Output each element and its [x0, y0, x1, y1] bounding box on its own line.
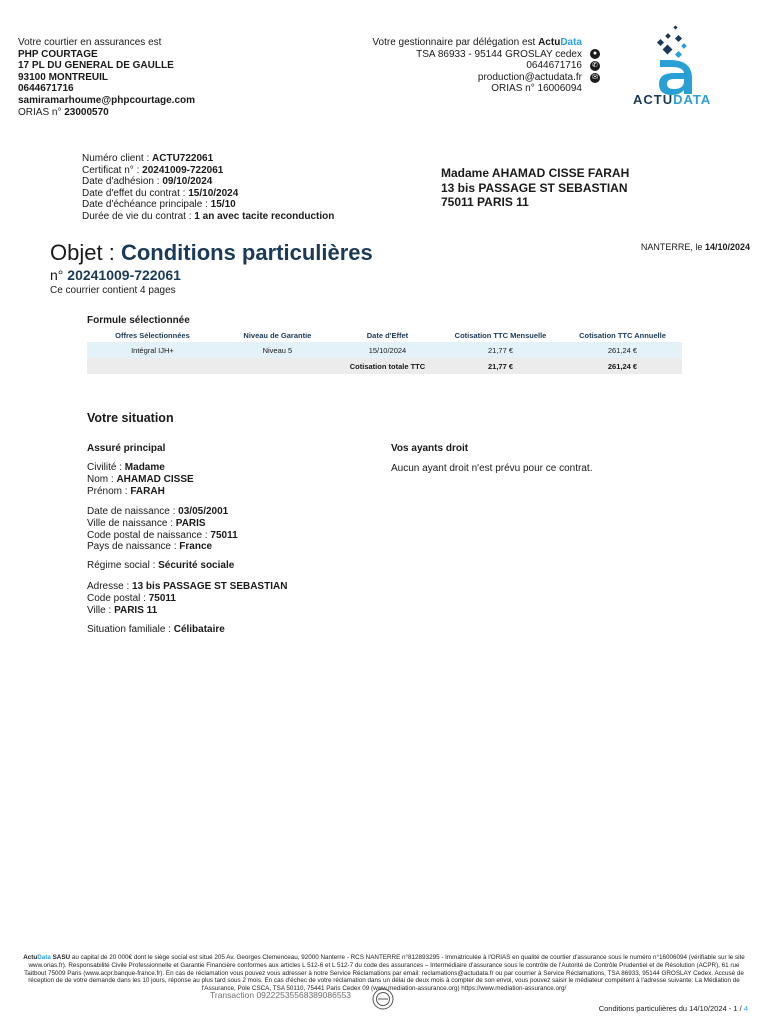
firstname-label: Prénom : — [87, 485, 128, 497]
page-current: 1 — [733, 1004, 738, 1013]
page-footer-label: Conditions particulières du 14/10/2024 - — [598, 1004, 732, 1013]
manager-phone-row — [372, 60, 600, 72]
civility-line — [87, 462, 194, 474]
effective-date-value: 15/10/2024 — [188, 187, 239, 199]
footer-brand — [23, 954, 70, 961]
letter-date: 14/10/2024 — [704, 242, 750, 252]
manager-brand — [538, 37, 582, 49]
total-empty-2 — [218, 358, 337, 374]
civility-label: Civilité : — [87, 462, 123, 473]
location-icon: ● — [590, 49, 600, 59]
birth-group — [87, 506, 238, 553]
duration-line — [82, 211, 334, 223]
object-number-label: n° — [50, 267, 64, 283]
contract-info — [82, 153, 334, 223]
manager-email[interactable]: production@actudata.fr — [477, 71, 582, 83]
zip-label: Code postal : — [87, 592, 146, 604]
birthzip-label: Code postal de naissance : — [87, 529, 208, 541]
family-label: Situation familiale : — [87, 624, 171, 635]
firstname-value: FARAH — [130, 485, 165, 497]
client-number-value: ACTU722061 — [152, 153, 214, 164]
manager-intro-row — [372, 37, 600, 49]
family-group — [87, 624, 225, 636]
footer-legal-text: au capital de 20 000€ dont le siège social est situé 205 Av. Georges Clemenceau, 92000 Nanterre - RCS NANTERRE n°812893295 - Immatriculée à l'ORIAS en qualité de courtier d'assurance sous le numéro n°16006094 (vérifiable sur le site www.orias.fr). Responsabilité Civile Professionnelle et Garantie Financière conformes aux articles L 512-6 et L 512-7 du code des assurances – Intermédiaire d'assurance sous le contrôle de l'Autorité de Contrôle Prudentiel et de Résolution (ACPR), 61 rue Taitbout 75009 Paris (www.acpr.banque-france.fr). En cas de réclamation vous pouvez vous adresser à notre Service Réclamations par email: reclamations@actudata.fr ou par courrier à Service Réclamations, TSA 86933, 95144 GROSLAY Cedex. Accusé de réception de de votre demande dans les 10 jours, réponse au plus tard sous 2 mois. En cas d'échec de votre réclamation dans un délai de deux mois à compter de son envoi, vous pouvez saisir le médiateur compétent à l'adresse suivante: La Médiation de l'Assurance, Pole CSCA, TSA 50110, 75441 Paris Cedex 09 (www.mediation-assurance.org) https://www.mediation-assurance.org/ — [24, 954, 745, 993]
formula-header-row — [87, 329, 682, 342]
transaction-watermark: Transaction 09222535568389086553 — [210, 990, 352, 1000]
object-number — [50, 267, 181, 283]
total-annual: 261,24 € — [563, 358, 682, 374]
firstname-line — [87, 486, 194, 498]
birthcountry-line — [87, 541, 238, 553]
duration-value: 1 an avec tacite reconduction — [194, 210, 335, 222]
logo-text-part2: DATA — [673, 92, 712, 107]
object-title — [50, 240, 373, 266]
client-number-label: Numéro client : — [82, 153, 150, 164]
phone-icon: ✆ — [590, 61, 600, 71]
recipient-address — [441, 166, 629, 210]
page-separator: / — [739, 1004, 742, 1013]
seal-stamp-icon — [372, 988, 394, 1010]
broker-address2: 93100 MONTREUIL — [18, 71, 109, 83]
table-row — [87, 342, 682, 358]
place-date — [641, 242, 750, 252]
zip-value: 75011 — [148, 592, 176, 604]
address-group — [87, 581, 287, 616]
city-value: PARIS 11 — [114, 604, 158, 616]
family-line — [87, 624, 225, 636]
birthcountry-label: Pays de naissance : — [87, 541, 177, 553]
lastname-line — [87, 474, 194, 486]
manager-orias-row — [372, 83, 600, 95]
address-label: Adresse : — [87, 581, 130, 592]
cell-offer: Intégral IJH+ — [87, 342, 218, 358]
formula-title: Formule sélectionnée — [87, 315, 190, 326]
effective-date-label: Date d'effet du contrat : — [82, 187, 186, 199]
civility-value: Madame — [124, 462, 165, 473]
total-row — [87, 358, 682, 374]
footer-brand-suffix: SASU — [52, 954, 71, 961]
certificate-label: Certificat n° : — [82, 164, 140, 176]
manager-phone: 0644671716 — [526, 60, 582, 72]
logo-text-part1: ACTU — [633, 92, 674, 107]
broker-email[interactable]: samiramarhoume@phpcourtage.com — [18, 94, 196, 106]
manager-address-row — [372, 49, 600, 61]
identity-group — [87, 462, 194, 497]
cell-level: Niveau 5 — [218, 342, 337, 358]
broker-phone: 0644671716 — [18, 83, 74, 95]
birthcountry-value: France — [179, 541, 213, 553]
cell-monthly: 21,77 € — [438, 342, 563, 358]
lastname-value: AHAMAD CISSE — [116, 473, 194, 485]
mail-icon: ✉ — [590, 73, 600, 83]
dependents-text: Aucun ayant droit n'est prévu pour ce contrat. — [391, 463, 593, 474]
lastname-label: Nom : — [87, 473, 114, 485]
membership-date-line — [82, 176, 334, 188]
manager-address: TSA 86933 - 95144 GROSLAY cedex — [416, 48, 582, 60]
total-monthly: 21,77 € — [438, 358, 563, 374]
birthcity-value: PARIS — [175, 517, 206, 529]
manager-email-row — [372, 72, 600, 84]
cell-annual: 261,24 € — [563, 342, 682, 358]
birthzip-value: 75011 — [210, 529, 238, 541]
birthcity-label: Ville de naissance : — [87, 517, 173, 529]
total-label: Cotisation totale TTC — [337, 358, 438, 374]
broker-name: PHP COURTAGE — [18, 48, 98, 60]
recipient-city: 75011 PARIS 11 — [441, 195, 529, 210]
recipient-street: 13 bis PASSAGE ST SEBASTIAN — [441, 180, 628, 195]
family-value: Célibataire — [173, 624, 225, 635]
manager-brand-part2: Data — [560, 37, 582, 48]
certificate-line — [82, 165, 334, 177]
logo-text — [633, 92, 711, 107]
duration-label: Durée de vie du contrat : — [82, 210, 192, 222]
place-text: NANTERRE, le — [640, 242, 703, 252]
header-offers: Offres Sélectionnées — [115, 331, 190, 340]
birthcity-line — [87, 518, 238, 530]
due-date-label: Date d'échéance principale : — [82, 199, 208, 211]
broker-address1: 17 PL DU GENERAL DE GAULLE — [18, 60, 174, 72]
situation-title: Votre situation — [87, 411, 174, 425]
header-annual: Cotisation TTC Annuelle — [579, 331, 666, 340]
object-label: Objet : — [50, 240, 115, 265]
regime-label: Régime social : — [87, 560, 156, 571]
header-monthly: Cotisation TTC Mensuelle — [454, 331, 547, 340]
due-date-line — [82, 199, 334, 211]
header-effective-date: Date d'Effet — [366, 331, 409, 340]
total-empty-1 — [87, 358, 218, 374]
page-total: 4 — [743, 1004, 748, 1013]
membership-date-label: Date d'adhésion : — [82, 176, 160, 188]
broker-intro: Votre courtier en assurances est — [18, 37, 162, 48]
broker-orias-number: 23000570 — [64, 106, 109, 118]
broker-info — [18, 37, 195, 118]
pages-note: Ce courrier contient 4 pages — [50, 285, 176, 296]
address-value: 13 bis PASSAGE ST SEBASTIAN — [132, 581, 288, 592]
broker-orias — [18, 107, 195, 119]
regime-line — [87, 560, 234, 572]
recipient-name: Madame AHAMAD CISSE FARAH — [441, 166, 630, 180]
broker-orias-label: ORIAS n° — [18, 106, 62, 118]
header-level: Niveau de Garantie — [243, 331, 312, 340]
object-title-text: Conditions particulières — [120, 240, 373, 265]
client-number-line — [82, 153, 334, 165]
certificate-value: 20241009-722061 — [142, 164, 224, 176]
effective-date-line — [82, 188, 334, 200]
manager-intro: Votre gestionnaire par délégation est — [372, 37, 536, 48]
regime-group — [87, 560, 234, 572]
birthzip-line — [87, 530, 238, 542]
footer-brand-part1: Actu — [23, 954, 38, 961]
manager-brand-part1: Actu — [538, 37, 561, 48]
formula-table — [87, 329, 682, 374]
address-line — [87, 581, 287, 593]
manager-orias: ORIAS n° 16006094 — [491, 83, 582, 95]
dependents-title: Vos ayants droit — [391, 443, 469, 454]
birthdate-value: 03/05/2001 — [178, 506, 229, 517]
due-date-value: 15/10 — [210, 199, 236, 211]
birthdate-label: Date de naissance : — [87, 506, 176, 517]
object-number-value: 20241009-722061 — [67, 267, 181, 283]
footer-brand-part2: Data — [37, 954, 51, 961]
membership-date-value: 09/10/2024 — [162, 176, 213, 188]
page-footer — [599, 1004, 748, 1013]
city-line — [87, 605, 287, 617]
manager-info — [372, 37, 600, 95]
regime-value: Sécurité sociale — [158, 560, 235, 571]
insured-title: Assuré principal — [87, 443, 166, 454]
city-label: Ville : — [87, 604, 112, 616]
cell-effective-date: 15/10/2024 — [337, 342, 438, 358]
zip-line — [87, 593, 287, 605]
birthdate-line — [87, 506, 238, 518]
